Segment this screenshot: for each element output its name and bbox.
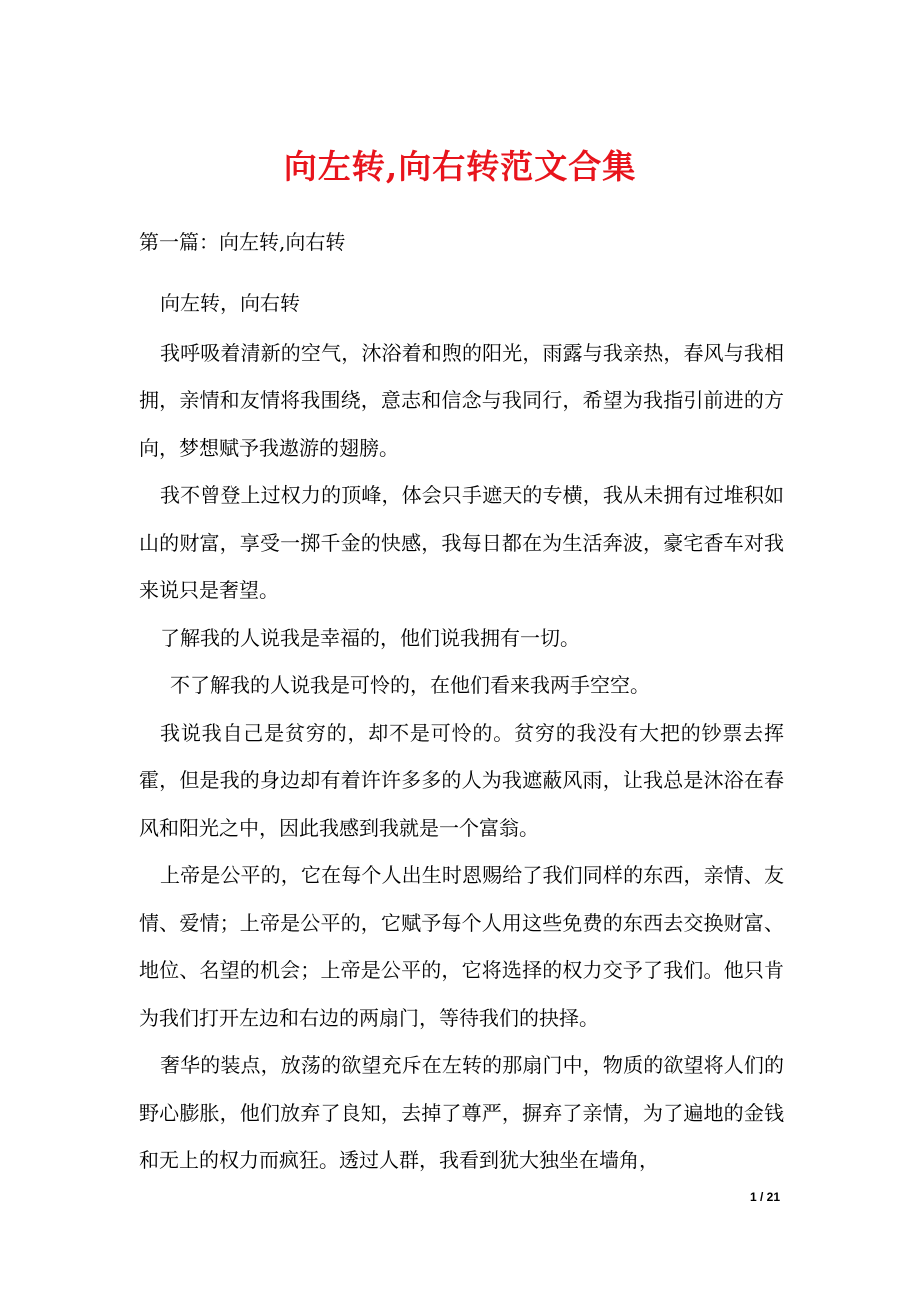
page-number: 1 / 21 bbox=[749, 1190, 780, 1204]
paragraph: 不了解我的人说我是可怜的，在他们看来我两手空空。 bbox=[170, 673, 650, 697]
section-heading: 第一篇：向左转,向右转 bbox=[139, 230, 346, 254]
paragraph: 奢华的装点，放荡的欲望充斥在左转的那扇门中，物质的欲望将人们的野心膨胀，他们放弃了良知，去掉了尊严，摒弃了亲情，为了遍地的金钱和无上的权力而疯狂。透过人群，我看到犹大独坐在墙角， bbox=[139, 1053, 784, 1172]
paragraph: 上帝是公平的，它在每个人出生时恩赐给了我们同样的东西，亲情、友情、爱情；上帝是公平的，它赋予每个人用这些免费的东西去交换财富、地位、名望的机会；上帝是公平的，它将选择的权力交予了我们。他只肯为我们打开左边和右边的两扇门，等待我们的抉择。 bbox=[139, 863, 784, 1030]
paragraph: 向左转，向右转 bbox=[160, 291, 300, 315]
paragraph: 我呼吸着清新的空气，沐浴着和煦的阳光，雨露与我亲热，春风与我相拥，亲情和友情将我围绕，意志和信念与我同行，希望为我指引前进的方向，梦想赋予我遨游的翅膀。 bbox=[139, 340, 784, 460]
paragraph: 我说我自己是贫穷的，却不是可怜的。贫穷的我没有大把的钞票去挥霍，但是我的身边却有着许许多多的人为我遮蔽风雨，让我总是沐浴在春风和阳光之中，因此我感到我就是一个富翁。 bbox=[139, 720, 784, 840]
document-body bbox=[139, 226, 784, 1185]
document-title: 向左转,向右转范文合集 bbox=[283, 147, 637, 186]
paragraph: 我不曾登上过权力的顶峰，体会只手遮天的专横，我从未拥有过堆积如山的财富，享受一掷千金的快感，我每日都在为生活奔波，豪宅香车对我来说只是奢望。 bbox=[139, 483, 784, 602]
paragraph: 了解我的人说我是幸福的，他们说我拥有一切。 bbox=[160, 625, 580, 650]
